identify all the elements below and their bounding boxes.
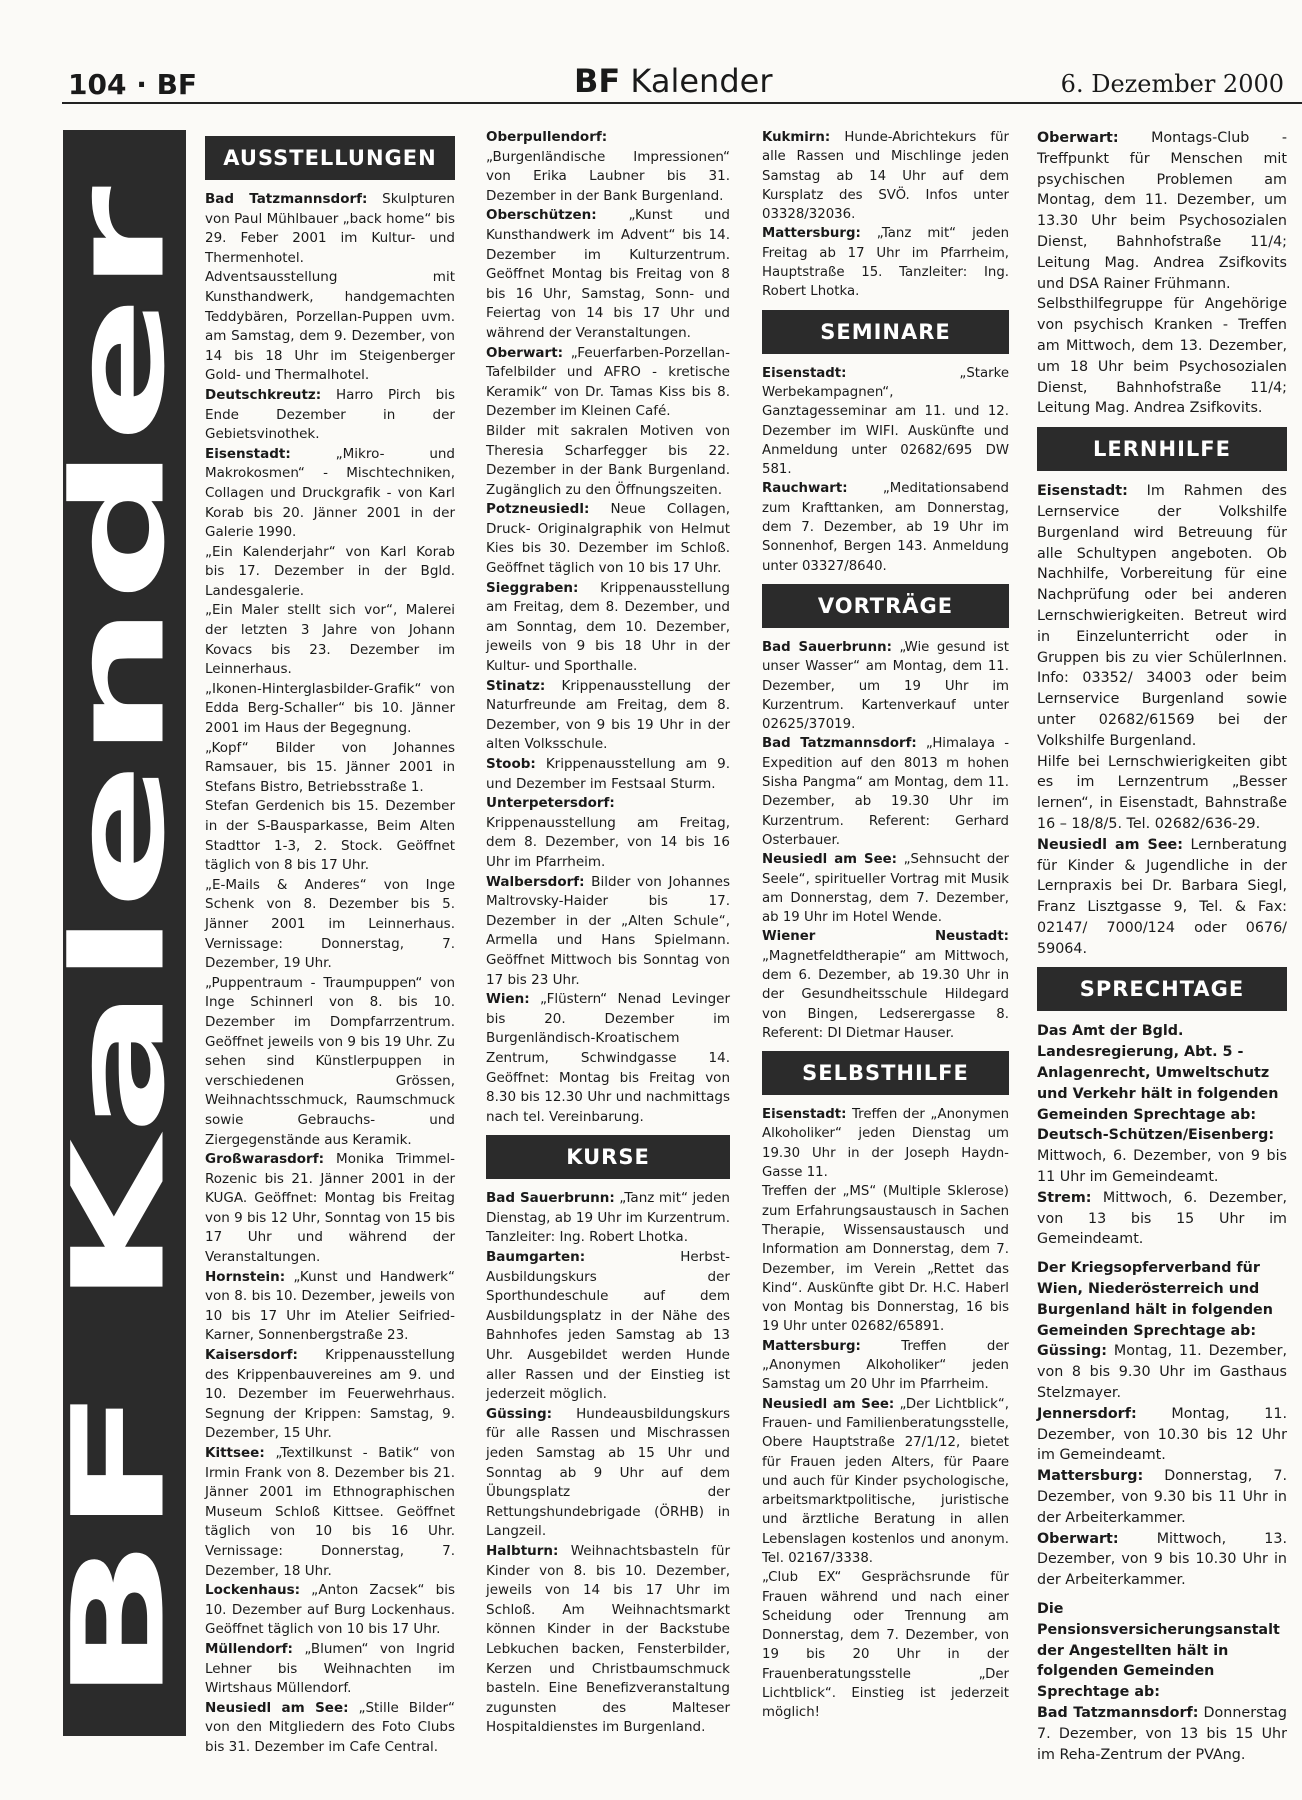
listing-text: „Stille Bilder“ von den Mitgliedern des Foto Clubs bis 31. Dezember im Cafe Central.	[205, 1699, 455, 1755]
sidebar-banner	[45, 130, 194, 1736]
listing-text: Mittwoch, 6. Dezember, von 9 bis 11 Uhr im Gemeindeamt.	[1037, 1148, 1287, 1186]
listing-entry	[486, 344, 730, 422]
listing-place: Bad Tatzmannsdorf:	[205, 191, 368, 207]
listing-place: Eisenstadt:	[205, 445, 291, 462]
listing-entry	[486, 755, 730, 794]
header-rule	[62, 102, 1302, 104]
listing-place: Eisenstadt:	[762, 365, 847, 381]
listing-entry	[205, 268, 455, 386]
listing-text: Mittwoch, 6. Dezember, von 13 bis 15 Uhr im Gemeindeamt.	[1037, 1189, 1287, 1248]
listing-place: Kittsee:	[205, 1445, 265, 1461]
listing-place: Bad Sauerbrunn:	[762, 639, 892, 655]
listing-place: Jennersdorf:	[1037, 1405, 1137, 1422]
listing-entry	[486, 1189, 730, 1248]
listing-text: Skulpturen von Paul Mühlbauer „back home“ bis 29. Feber 2001 im Kultur- und Thermenhotel.	[205, 191, 455, 266]
listing-text: „Puppentraum - Traumpuppen“ von Inge Schinnerl von 8. bis 10. Dezember im Dompfarrzentrum. Geöffnet jeweils von 9 bis 19 Uhr. Zu sehen sind Künstlerpuppen in verschiedenen Grössen, Weihnachtsschmuck, Raumschmuck sowie Gebrauchs- und Ziergegenstände aus Keramik.	[205, 974, 455, 1148]
listing-text: Donnerstag 7. Dezember, von 13 bis 15 Uhr im Reha-Zentrum der PVAng.	[1037, 1704, 1287, 1763]
listing-entry	[486, 422, 730, 500]
listing-text: „Starke Werbekampagnen“, Ganztagesseminar am 11. und 12. Dezember im WIFI. Auskünfte und Anmeldung unter 02682/695 DW 581.	[762, 365, 1009, 478]
listing-entry	[205, 797, 455, 875]
listing-text: „Tanz mit“ jeden Freitag ab 17 Uhr im Pfarrheim, Hauptstraße 15. Tanzleiter: Ing. Robert Lhotka.	[762, 226, 1009, 300]
listing-place: Großwarasdorf:	[205, 1151, 324, 1168]
listing-text: „Wie gesund ist unser Wasser“ am Montag, dem 11. Dezember, um 19 Uhr im Kurzentrum. Kartenverkauf unter 02625/37019.	[762, 639, 1010, 733]
listing-entry	[1037, 1188, 1287, 1250]
listing-text: „Ein Maler stellt sich vor“, Malerei der letzten 3 Jahre von Johann Kovacs bis 23. Dezember im Leinnerhaus.	[205, 602, 455, 678]
listing-entry	[1037, 1466, 1287, 1528]
column-1	[205, 128, 455, 1758]
listing-place: Potzneusiedl:	[486, 501, 590, 518]
listing-entry	[762, 1105, 1009, 1182]
listing-place: Hornstein:	[205, 1268, 286, 1285]
listing-entry	[486, 794, 730, 872]
listing-text: Stefan Gerdenich bis 15. Dezember in der S-Bausparkasse, Beim Alten Stadttor 1-3, 2. Stock. Geöffnet täglich von 8 bis 17 Uhr.	[205, 798, 455, 874]
listing-place: Baumgarten:	[486, 1249, 586, 1266]
listing-text: „Kopf“ Bilder von Johannes Ramsauer, bis 15. Jänner 2001 in Stefans Bistro, Betriebsstraße 1.	[205, 739, 455, 795]
listing-text: „E-Mails & Anderes“ von Inge Schenk von 8. Dezember bis 5. Jänner 2001 im Leinnerhaus. Vernissage: Donnerstag, 7. Dezember, 19 Uhr.	[205, 876, 455, 972]
listing-entry	[762, 1568, 1009, 1722]
listing-entry	[486, 579, 730, 677]
sidebar-logo	[45, 130, 194, 1736]
page-number: 104 · BF	[68, 68, 198, 101]
publication-section: Kalender	[630, 62, 773, 100]
listing-place: Eisenstadt:	[762, 1107, 847, 1123]
listing-entry	[205, 601, 455, 679]
listing-place: Eisenstadt:	[1037, 483, 1128, 500]
listing-place: Neusiedl am See:	[762, 1396, 895, 1412]
listing-place: Wiener Neustadt:	[762, 929, 1009, 945]
listing-text: „Kunst und Handwerk“ von 8. bis 10. Dezember, jeweils von 10 bis 17 Uhr im Atelier Seifried-Karner, Sonnenbergstraße 23.	[205, 1268, 455, 1344]
listing-text: Donnerstag, 7. Dezember, von 9.30 bis 11 Uhr in der Arbeiterkammer.	[1037, 1468, 1287, 1526]
listing-entry	[486, 677, 730, 755]
section-intro: Der Kriegsopferverband für Wien, Niederösterreich und Burgenland hält in folgenden Gemeinden Sprechtage ab:	[1037, 1260, 1273, 1339]
column-3	[762, 128, 1009, 1723]
listing-entry	[486, 1405, 730, 1542]
listing-entry	[205, 445, 455, 543]
listing-place: Oberwart:	[1037, 1530, 1119, 1547]
listing-text: Adventsausstellung mit Kunsthandwerk, handgemachten Teddybären, Porzellan-Puppen uvm. am Samstag, dem 9. Dezember, von 14 bis 18 Uhr im Steigenberger Gold- und Thermalhotel.	[205, 269, 455, 384]
listing-entry	[762, 927, 1009, 1043]
listing-entry	[762, 364, 1009, 480]
listing-place: Wien:	[486, 991, 530, 1008]
listing-place: Oberpullendorf:	[486, 129, 608, 145]
publication-brand: BF	[574, 62, 621, 100]
listing-text: „Himalaya - Expedition auf den 8013 m hohen Sisha Pangma“ am Montag, dem 11. Dezember, ab 19.30 Uhr im Kurzentrum. Referent: Gerhard Osterbauer.	[762, 736, 1009, 848]
listing-entry	[486, 128, 730, 206]
listing-place: Oberschützen:	[486, 207, 597, 224]
listing-entry	[1037, 1125, 1287, 1187]
listing-place: Walbersdorf:	[486, 873, 585, 890]
section-heading: SELBSTHILFE	[762, 1051, 1009, 1095]
listing-place: Mattersburg:	[762, 226, 861, 242]
listing-text: Im Rahmen des Lernservice der Volkshilfe Burgenland wird Betreuung für alle Schultypen angeboten. Ob Nachhilfe, Vorbereitung für eine Nachprüfung oder bei anderen Lernschwierigkeiten. Betreut wird in Einzelunterricht oder in Gruppen bis zu vier SchülerInnen. Info: 03352/ 34003 oder beim Lernservice Burgenland sowie unter 02682/61569 bei der Volkshilfe Burgenland.	[1037, 483, 1287, 749]
listing-place: Sieggraben:	[486, 579, 579, 596]
listing-entry	[486, 1248, 730, 1405]
listing-entry	[762, 1337, 1009, 1395]
listing-text: „Sehnsucht der Seele“, spiritueller Vortrag mit Musik am Donnerstag, dem 7. Dezember, ab 19 Uhr im Hotel Wende.	[762, 852, 1010, 926]
listing-place: Kaisersdorf:	[205, 1347, 298, 1364]
listing-entry	[1037, 481, 1287, 751]
listing-entry	[1037, 835, 1287, 960]
listing-text: Lernberatung für Kinder & Jugendliche in der Lernpraxis bei Dr. Barbara Siegl, Franz Lisztgasse 9, Tel. & Fax: 02147/ 7000/124 oder 0676/ 59064.	[1037, 836, 1287, 957]
listing-entry	[1037, 1341, 1287, 1403]
listing-entry	[762, 850, 1009, 927]
section-heading: SEMINARE	[762, 310, 1009, 354]
listing-text: Hundeausbildungskurs für alle Rassen und Mischrassen jeden Samstag ab 15 Uhr und Sonntag ab 9 Uhr auf dem Übungsplatz der Rettungshundebrigade (ÖRHB) in Langzeil.	[486, 1405, 730, 1540]
listing-text: Krippenausstellung des Krippenbauvereines am 9. und 10. Dezember im Feuerwehrhaus. Segnung der Krippen: Samstag, 9. Dezember, 15 Uhr.	[205, 1347, 455, 1442]
listing-text: Monika Trimmel-Rozenic bis 21. Jänner 2001 in der KUGA. Geöffnet: Montag bis Freitag von 9 bis 12 Uhr, Sonntag von 15 bis 17 Uhr und während der Veranstaltungen.	[205, 1151, 455, 1266]
listing-text: Treffen der „Anonymen Alkoholiker“ jeden Dienstag um 19.30 Uhr in der Joseph Haydn-Gasse 11.	[762, 1107, 1009, 1181]
section-heading: SPRECHTAGE	[1037, 967, 1287, 1011]
listing-entry	[205, 974, 455, 1150]
listing-text: „Flüstern“ Nenad Levinger bis 20. Dezember im Burgenländisch-Kroatischem Zentrum, Schwindgasse 14. Geöffnet: Montag bis Freitag von 8.30 bis 12.30 Uhr und nachmittags nach tel. Vereinbarung.	[486, 991, 730, 1125]
listing-entry	[205, 386, 455, 445]
listing-text: Treffen der „MS“ (Multiple Sklerose) zum Erfahrungsaustausch in Sachen Therapie, Wissensaustausch und Information am Donnerstag, dem 7. Dezember, im Verein „Rettet das Kind“. Auskünfte gibt Dr. H.C. Haberl von Montag bis Donnerstag, 16 bis 19 Uhr unter 02682/65891.	[762, 1184, 1009, 1335]
section-intro: Das Amt der Bgld. Landesregierung, Abt. 5 - Anlagenrecht, Umweltschutz und Verkehr hält in folgenden Gemeinden Sprechtage ab:	[1037, 1023, 1279, 1123]
listing-text: „Anton Zacsek“ bis 10. Dezember auf Burg Lockenhaus. Geöffnet täglich von 10 bis 17 Uhr.	[205, 1582, 455, 1638]
listing-text: „Mikro- und Makrokosmen“ - Mischtechniken, Collagen und Druckgrafik - von Karl Korab bis 20. Jänner 2001 in der Galerie 1990.	[205, 445, 455, 541]
listing-entry	[762, 224, 1009, 301]
listing-entry	[205, 1581, 455, 1640]
listing-text: Montag, 11. Dezember, von 8 bis 9.30 Uhr im Gasthaus Stelzmayer.	[1037, 1343, 1287, 1402]
listing-entry	[486, 206, 730, 343]
section-heading: LERNHILFE	[1037, 427, 1287, 471]
listing-entry	[486, 873, 730, 991]
section-heading: AUSSTELLUNGEN	[205, 136, 455, 180]
publication-title	[574, 62, 772, 100]
listing-entry	[205, 739, 455, 798]
listing-text: Krippenausstellung der Naturfreunde am Freitag, dem 8. Dezember, von 9 bis 19 Uhr in der alten Volksschule.	[486, 677, 730, 753]
listing-entry	[205, 190, 455, 268]
listing-entry	[762, 1182, 1009, 1336]
listing-place: Halbturn:	[486, 1542, 559, 1559]
listing-place: Deutschkreutz:	[205, 386, 322, 403]
column-2	[486, 128, 730, 1738]
listing-entry	[486, 1542, 730, 1738]
listing-text: „Ikonen-Hinterglasbilder-Grafik“ von Edda Berg-Schaller“ bis 10. Jänner 2001 im Haus der Begegnung.	[205, 680, 455, 737]
listing-text: Montag, 11. Dezember, von 10.30 bis 12 Uhr im Gemeindeamt.	[1037, 1405, 1287, 1464]
listing-text: „Der Lichtblick“, Frauen- und Familienberatungsstelle, Obere Hauptstraße 27/1/12, bietet für Frauen jeden Alters, für Paare und auch für Kinder psychologische, arbeitsmarktpolitische, juristische und ärztliche Beratung in allen Lebenslagen kostenlos und anonym. Tel. 02167/3338.	[762, 1396, 1009, 1566]
listing-text: „Blumen“ von Ingrid Lehner bis Weihnachten im Wirtshaus Müllendorf.	[205, 1640, 455, 1697]
listing-entry	[762, 479, 1009, 575]
listing-entry	[205, 1444, 455, 1581]
listing-entry	[205, 1150, 455, 1268]
listing-text: „Magnetfeldtherapie“ am Mittwoch, dem 6. Dezember, ab 19.30 Uhr in der Gesundheitsschule Hildegard von Bingen, Ledserergasse 8. Referent: DI Dietmar Hauser.	[762, 948, 1009, 1041]
listing-text: „Kunst und Kunsthandwerk im Advent“ bis 14. Dezember im Kulturzentrum. Geöffnet Montag bis Freitag von 8 bis 16 Uhr, Samstag, Sonn- und Feiertag von 14 bis 17 Uhr und während der Veranstaltungen.	[486, 207, 730, 341]
listing-text: „Burgenländische Impressionen“ von Erika Laubner bis 31. Dezember in der Bank Burgenland.	[486, 148, 730, 204]
listing-entry	[762, 734, 1009, 850]
listing-entry	[205, 1699, 455, 1758]
listing-place: Bad Tatzmannsdorf:	[1037, 1704, 1199, 1721]
listing-text: Montags-Club - Treffpunkt für Menschen mit psychischen Problemen am Montag, dem 11. Dezember, um 13.30 Uhr beim Psychosozialen Dienst, Bahnhofstraße 11/4; Leitung Mag. Andrea Zsifkovits und DSA Rainer Frühmann.	[1037, 130, 1287, 292]
listing-entry	[486, 990, 730, 1127]
listing-text: Hunde-Abrichtekurs für alle Rassen und Mischlinge jeden Samstag ab 14 Uhr auf dem Kursplatz des SVÖ. Infos unter 03328/32036.	[762, 130, 1009, 223]
listing-place: Deutsch-Schützen/Eisenberg:	[1037, 1127, 1275, 1144]
listing-entry	[205, 876, 455, 974]
listing-place: Müllendorf:	[205, 1640, 293, 1657]
listing-text: Selbsthilfegruppe für Angehörige von psychisch Kranken - Treffen am Mittwoch, dem 13. Dezember, um 18 Uhr beim Psychosozialen Dienst, Bahnhofstraße 11/4; Leitung Mag. Andrea Zsifkovits.	[1037, 296, 1287, 417]
listing-place: Mattersburg:	[1037, 1468, 1144, 1485]
listing-text: Harro Pirch bis Ende Dezember in der Gebietsvinothek.	[205, 386, 455, 443]
listing-entry	[1037, 752, 1287, 835]
listing-place: Lockenhaus:	[205, 1582, 301, 1599]
listing-text: Bilder mit sakralen Motiven von Theresia Scharfegger bis 22. Dezember in der Bank Burgenland. Zugänglich zu den Öffnungszeiten.	[486, 422, 730, 498]
listing-place: Oberwart:	[486, 344, 564, 361]
listing-place: Neusiedl am See:	[1037, 836, 1183, 853]
listing-entry	[486, 500, 730, 578]
column-4	[1037, 128, 1287, 1765]
issue-date: 6. Dezember 2000	[1060, 70, 1284, 98]
listing-place: Stoob:	[486, 756, 536, 772]
listing-entry	[762, 1395, 1009, 1569]
section-intro: Die Pensionsversicherungsanstalt der Angestellten hält in folgenden Gemeinden Sprechtage ab:	[1037, 1601, 1280, 1701]
listing-entry	[762, 128, 1009, 224]
listing-text: „Club EX“ Gesprächsrunde für Frauen während und nach einer Scheidung oder Trennung am Donnerstag, dem 7. Dezember, von 19 bis 20 Uhr in der Frauenberatungsstelle „Der Lichtblick“. Einstieg ist jederzeit möglich!	[762, 1570, 1009, 1721]
listing-text: „Meditationsabend zum Krafttanken, am Donnerstag, dem 7. Dezember, ab 19 Uhr im Sonnenhof, Bergen 143. Anmeldung unter 03327/8640.	[762, 481, 1009, 574]
listing-entry	[1037, 294, 1287, 419]
listing-entry	[1037, 1404, 1287, 1466]
listing-text: Krippenausstellung am 9. und Dezember im Festsaal Sturm.	[486, 756, 730, 792]
listing-place: Mattersburg:	[762, 1338, 861, 1354]
listing-place: Güssing:	[486, 1405, 553, 1422]
listing-entry	[205, 543, 455, 602]
listing-entry	[1037, 1703, 1287, 1765]
listing-place: Rauchwart:	[762, 481, 848, 497]
listing-entry	[205, 1268, 455, 1346]
listing-entry	[205, 1346, 455, 1444]
listing-entry	[1037, 128, 1287, 294]
listing-text: Herbst-Ausbildungskurs der Sporthundeschule auf dem Ausbildungsplatz in der Nähe des Bahnhofes jeden Samstag ab 13 Uhr. Ausgebildet werden Hunde aller Rassen und der Einstieg ist jederzeit möglich.	[486, 1249, 730, 1403]
sidebar-label: BF Kalender	[45, 826, 194, 1705]
listing-text: „Ein Kalenderjahr“ von Karl Korab bis 17. Dezember in der Bgld. Landesgalerie.	[205, 543, 455, 599]
listing-place: Bad Tatzmannsdorf:	[762, 736, 917, 752]
listing-entry	[205, 680, 455, 739]
listing-text: Weihnachtsbasteln für Kinder von 8. bis 10. Dezember, jeweils von 14 bis 17 Uhr im Schloß. Am Weihnachtsmarkt können Kinder in der Backstube Lebkuchen backen, Fensterbilder, Kerzen und Christbaumschmuck basteln. Eine Benefizveranstaltung zugunsten des Malteser Hospitaldienstes im Burgenland.	[486, 1542, 730, 1736]
section-heading: KURSE	[486, 1135, 730, 1179]
listing-text: Hilfe bei Lernschwierigkeiten gibt es im Lernzentrum „Besser lernen“, in Eisenstadt, Bahnstraße 16 – 18/8/5. Tel. 02682/636-29.	[1037, 753, 1287, 832]
listing-text: „Feuerfarben-Porzellan-Tafelbilder und AFRO - kretische Keramik“ von Dr. Tamas Kiss bis 8. Dezember im Kleinen Café.	[486, 344, 730, 420]
listing-text: Bilder von Johannes Maltrovsky-Haider bis 17. Dezember in der „Alten Schule“, Armella und Hans Spielmann. Geöffnet Mittwoch bis Sonntag von 17 bis 23 Uhr.	[486, 873, 730, 988]
listing-text: Krippenausstellung am Freitag, dem 8. Dezember, von 14 bis 16 Uhr im Pfarrheim.	[486, 814, 730, 870]
listing-text: Neue Collagen, Druck- Originalgraphik von Helmut Kies bis 30. Dezember im Schloß. Geöffnet täglich von 10 bis 17 Uhr.	[486, 501, 730, 577]
listing-place: Oberwart:	[1037, 130, 1119, 146]
section-heading: VORTRÄGE	[762, 584, 1009, 628]
listing-place: Stinatz:	[486, 677, 546, 694]
listing-place: Neusiedl am See:	[762, 852, 897, 868]
page-header	[0, 58, 1302, 106]
listing-entry	[205, 1640, 455, 1699]
listing-place: Neusiedl am See:	[205, 1699, 349, 1716]
listing-place: Bad Sauerbrunn:	[486, 1190, 615, 1207]
listing-text: Treffen der „Anonymen Alkoholiker“ jeden Samstag um 20 Uhr im Pfarrheim.	[762, 1338, 1009, 1393]
listing-text: „Tanz mit“ jeden Dienstag, ab 19 Uhr im Kurzentrum. Tanzleiter: Ing. Robert Lhotka.	[486, 1190, 730, 1246]
listing-entry	[1037, 1529, 1287, 1591]
listing-text: Mittwoch, 13. Dezember, von 9 bis 10.30 Uhr in der Arbeiterkammer.	[1037, 1530, 1287, 1589]
listing-text: „Textilkunst - Batik“ von Irmin Frank von 8. Dezember bis 21. Jänner 2001 im Ethnographischen Museum Schloß Kittsee. Geöffnet täglich von 10 bis 16 Uhr. Vernissage: Donnerstag, 7. Dezember, 18 Uhr.	[205, 1445, 455, 1579]
listing-place: Unterpetersdorf:	[486, 795, 615, 812]
listing-text: Krippenausstellung am Freitag, dem 8. Dezember, und am Sonntag, dem 10. Dezember, jeweils von 9 bis 18 Uhr in der Kultur- und Sporthalle.	[486, 579, 730, 675]
listing-entry	[762, 638, 1009, 734]
listing-place: Strem:	[1037, 1189, 1092, 1206]
listing-place: Kukmirn:	[762, 130, 831, 145]
listing-place: Güssing:	[1037, 1343, 1107, 1360]
